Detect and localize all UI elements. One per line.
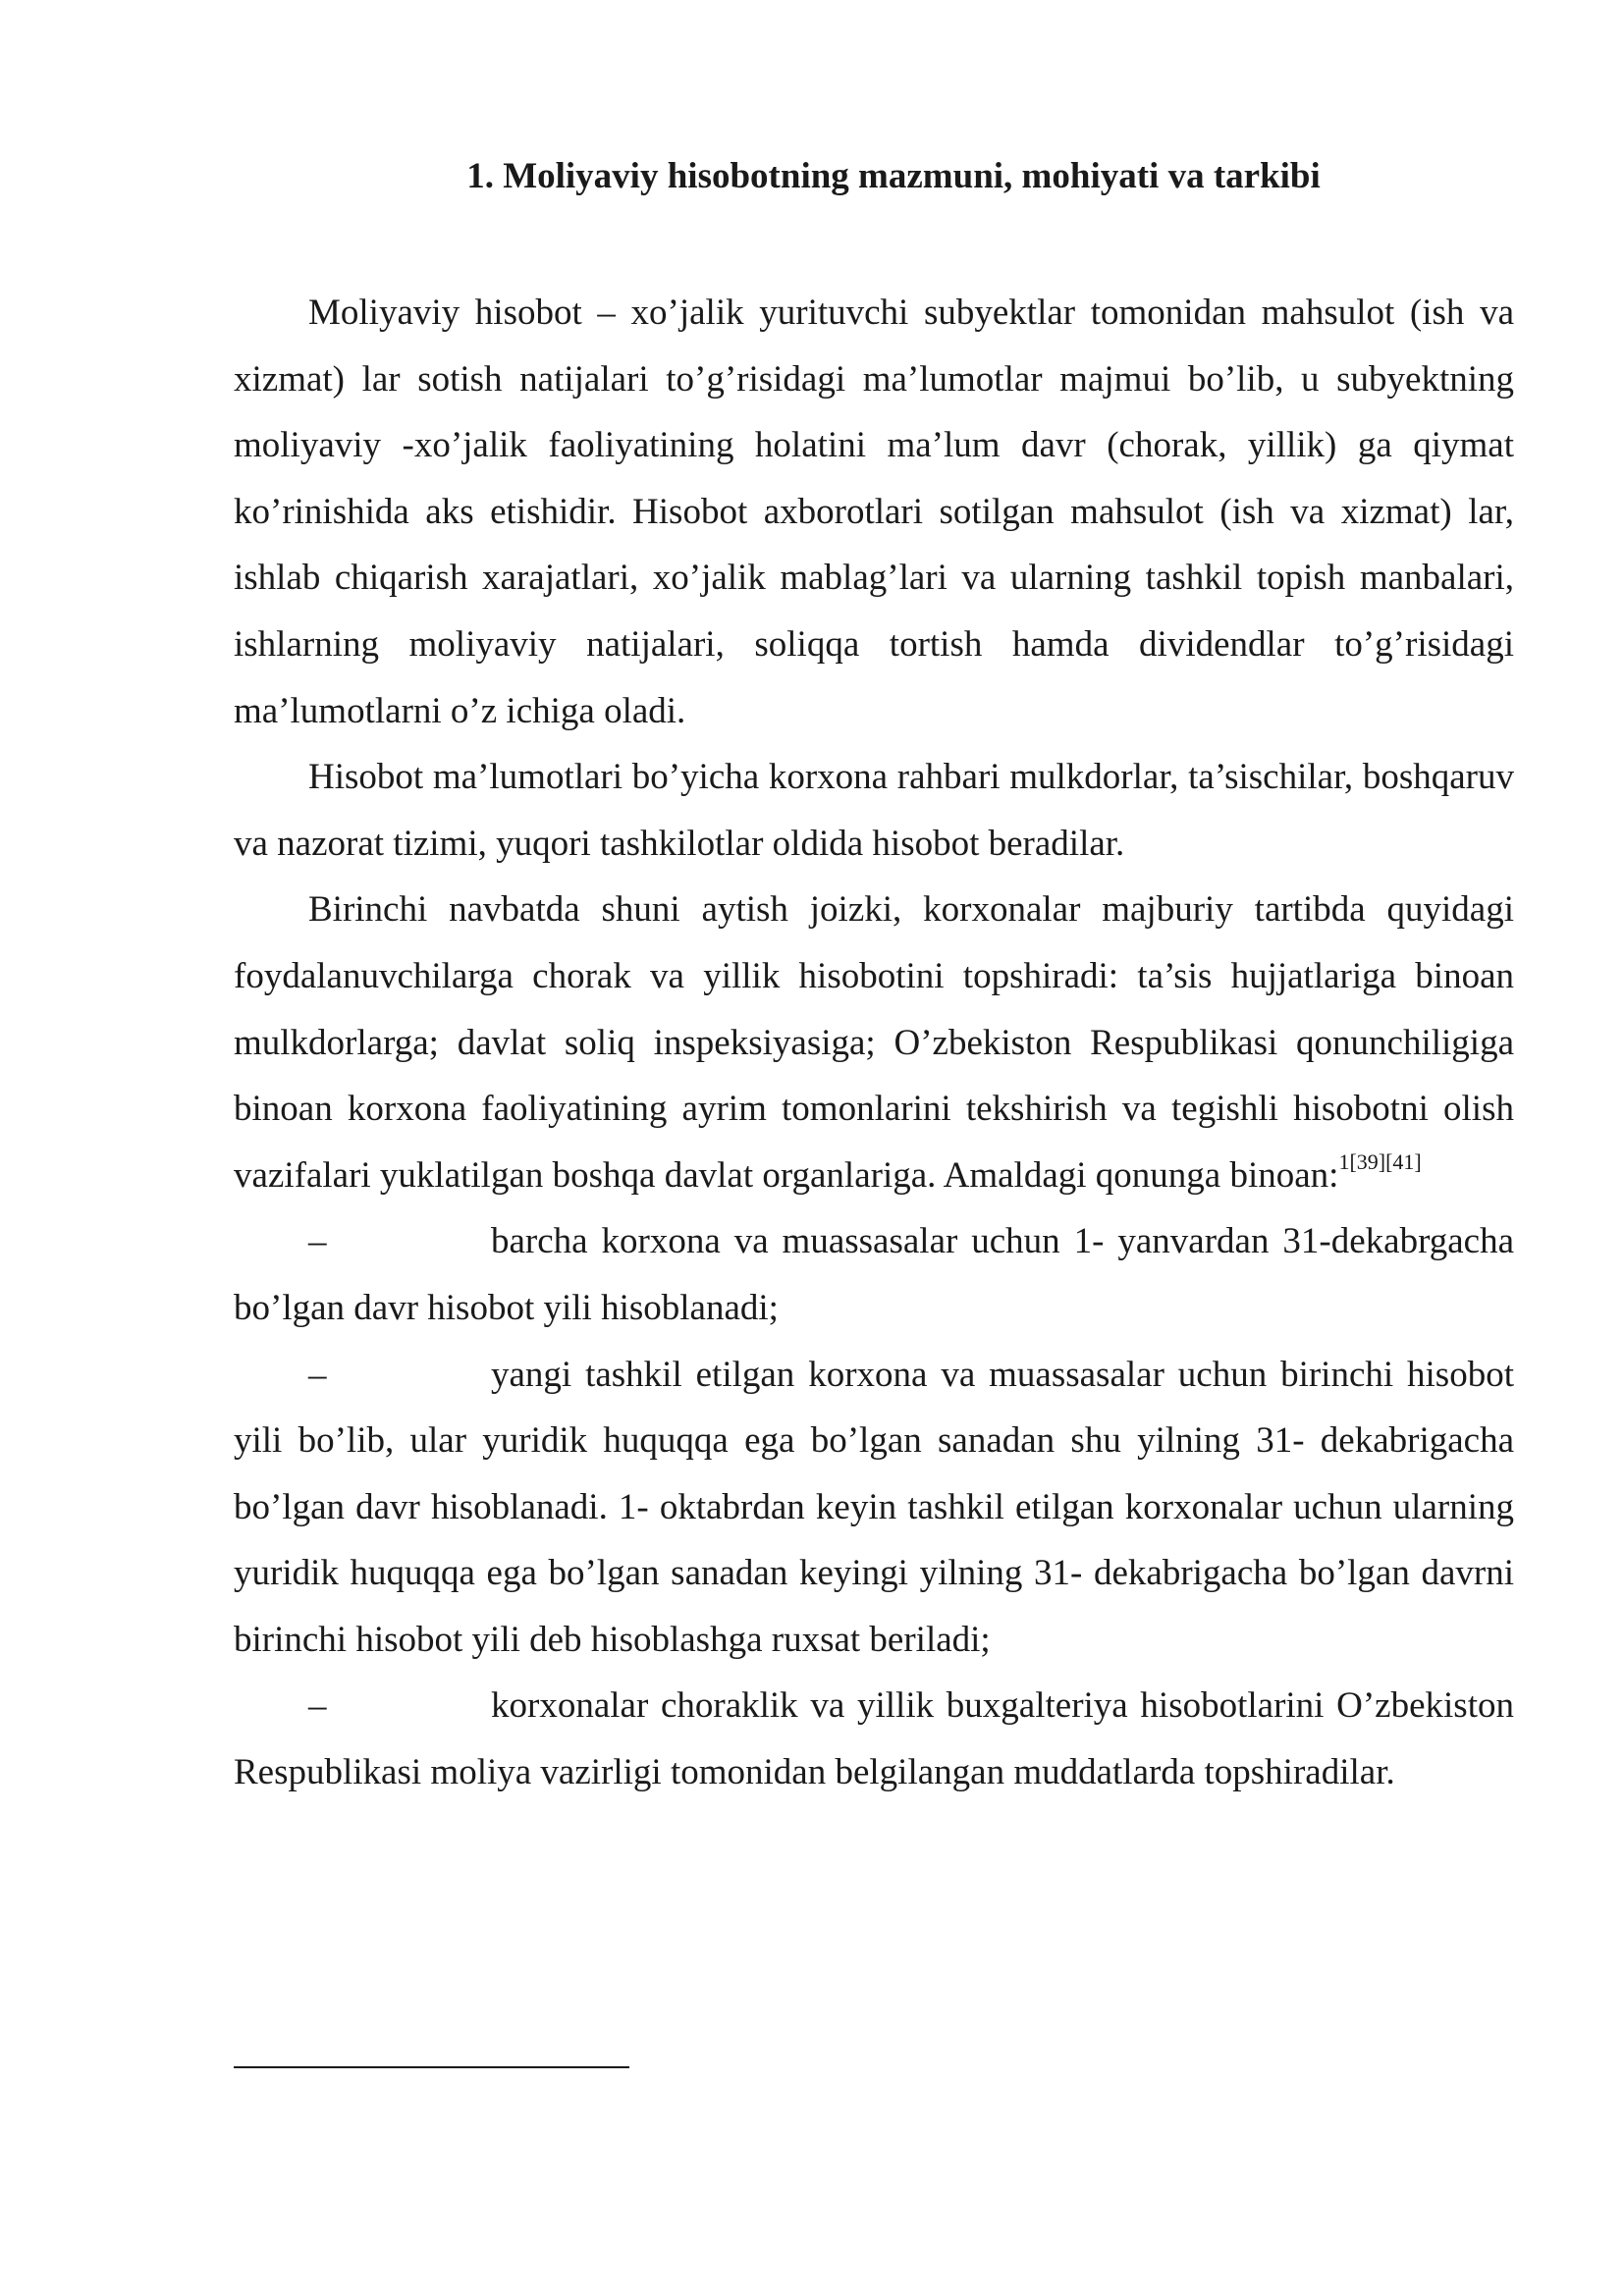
dash-marker: – bbox=[308, 1685, 327, 1727]
paragraph-users-text: Birinchi navbatda shuni aytish joizki, korxonalar majburiy tartibda quyidagi foydalanuvchilarga chorak va yillik hisobotini topshiradi: ta’sis hujjatlariga binoan mulkdorlarga; davlat soliq inspeksiyasiga; O’zbekiston Respublikasi qonunchiligiga binoan korxona faoliyatining ayrim tomonlarini tekshirish va tegishli hisobotni olish vazifalari yuklatilgan boshqa davlat organlariga. Amaldagi qonunga binoan: bbox=[234, 889, 1514, 1196]
list-item bbox=[234, 1342, 1514, 1674]
list-item-text: barcha korxona va muassasalar uchun 1- yanvardan 31-dekabrgacha bo’lgan davr hisobot yili hisoblanadi; bbox=[234, 1221, 1514, 1328]
list-item bbox=[234, 1208, 1514, 1341]
footnote-separator bbox=[234, 2066, 629, 2068]
dash-marker: – bbox=[308, 1354, 327, 1395]
list-item bbox=[234, 1673, 1514, 1805]
list-item-text: korxonalar choraklik va yillik buxgalteriya hisobotlarini O’zbekiston Respublikasi moliya vazirligi tomonidan belgilangan muddatlarda topshiradilar. bbox=[234, 1685, 1514, 1793]
dash-marker: – bbox=[308, 1221, 327, 1262]
paragraph-definition: Moliyaviy hisobot – xo’jalik yurituvchi subyektlar tomonidan mahsulot (ish va xizmat) lar sotish natijalari to’g’risidagi ma’lumotlar majmui bo’lib, u subyektning moliyaviy -xo’jalik faoliyatining holatini ma’lum davr (chorak, yillik) ga qiymat ko’rinishida aks etishidir. Hisobot axborotlari sotilgan mahsulot (ish va xizmat) lar, ishlab chiqarish xarajatlari, xo’jalik mablag’lari va ularning tashkil topish manbalari, ishlarning moliyaviy natijalari, soliqqa tortish hamda dividendlar to’g’risidagi ma’lumotlarni o’z ichiga oladi. bbox=[234, 293, 1514, 731]
paragraph-users bbox=[234, 877, 1514, 1208]
section-heading: 1. Moliyaviy hisobotning mazmuni, mohiyati va tarkibi bbox=[466, 156, 1321, 196]
list-item-text: yangi tashkil etilgan korxona va muassasalar uchun birinchi hisobot yili bo’lib, ular yuridik huquqqa ega bo’lgan sanadan shu yilning 31- dekabrigacha bo’lgan davr hisoblanadi. 1- oktabrdan keyin tashkil etilgan korxonalar uchun ularning yuridik huquqqa ega bo’lgan sanadan keyingi yilning 31- dekabrigacha bo’lgan davrni birinchi hisobot yili deb hisoblashga ruxsat beriladi; bbox=[234, 1354, 1514, 1660]
footnote-reference[interactable]: 1[39][41] bbox=[1338, 1148, 1422, 1174]
body-text bbox=[234, 280, 1514, 1806]
paragraph-reporting: Hisobot ma’lumotlari bo’yicha korxona rahbari mulkdorlar, ta’sischilar, boshqaruv va nazorat tizimi, yuqori tashkilotlar oldida hisobot beradilar. bbox=[234, 757, 1514, 864]
